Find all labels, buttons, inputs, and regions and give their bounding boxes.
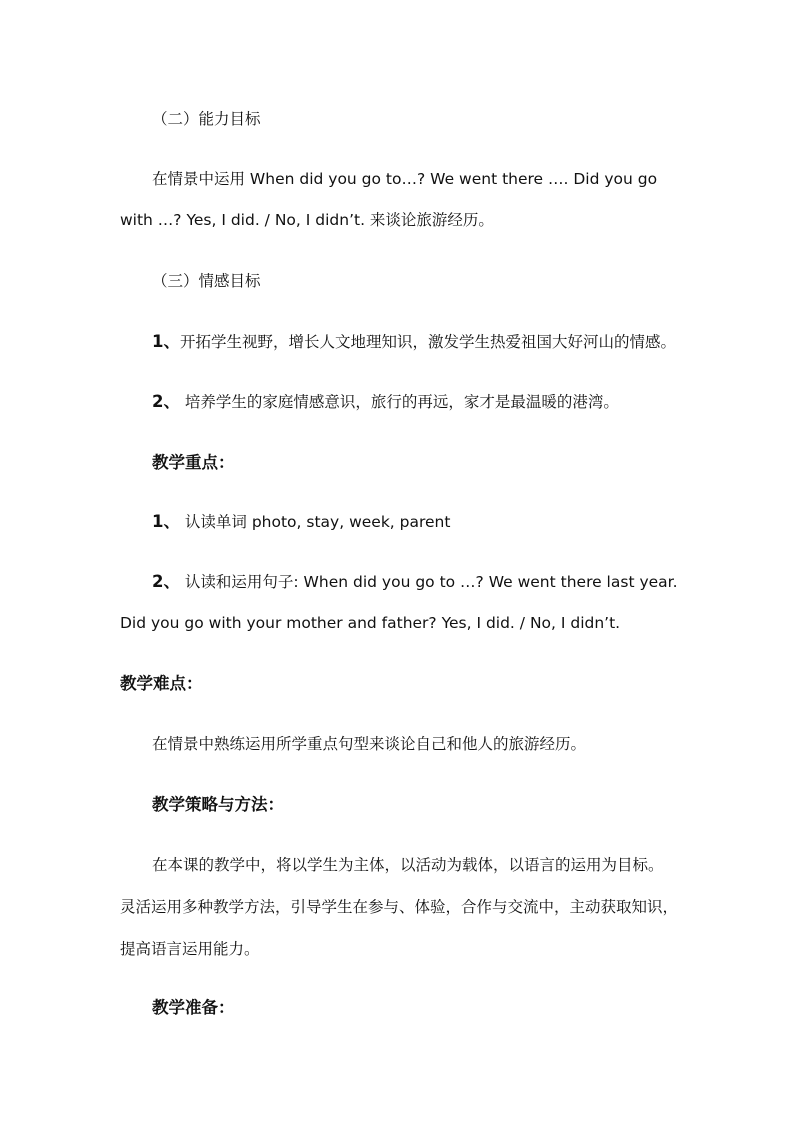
list-number: 2、 <box>152 572 180 591</box>
key-points-heading: 教学重点： <box>152 453 235 472</box>
emotion-goal-item-2 <box>152 392 619 412</box>
preparation-heading: 教学准备： <box>152 998 235 1017</box>
list-item-text: 认读单词 photo, stay, week, parent <box>179 513 451 531</box>
strategy-text-line-1: 在本课的教学中，将以学生为主体，以活动为载体，以语言的运用为目标。 <box>152 856 664 874</box>
strategy-heading: 教学策略与方法： <box>152 795 284 814</box>
key-points-item-2-line-2: Did you go with your mother and father? Yes, I did. / No, I didn’t. <box>120 614 621 632</box>
ability-goal-text-line-2: with …? Yes, I did. / No, I didn’t. 来谈论旅游经历。 <box>120 211 494 229</box>
strategy-text-line-2: 灵活运用多种教学方法，引导学生在参与、体验，合作与交流中，主动获取知识， <box>120 898 679 916</box>
ability-goal-text-line-1: 在情景中运用 When did you go to…? We went there …. Did you go <box>152 170 658 188</box>
list-item-text: 认读和运用句子: When did you go to …? We went there last year. <box>179 573 678 591</box>
difficulties-heading: 教学难点： <box>120 674 203 693</box>
list-number: 1、 <box>152 512 180 531</box>
difficulties-text: 在情景中熟练运用所学重点句型来谈论自己和他人的旅游经历。 <box>152 735 587 753</box>
emotion-goal-heading: （三）情感目标 <box>152 272 261 290</box>
strategy-text-line-3: 提高语言运用能力。 <box>120 940 260 958</box>
list-item-text: 培养学生的家庭情感意识，旅行的再远，家才是最温暖的港湾。 <box>179 393 619 411</box>
list-number: 2、 <box>152 392 180 411</box>
list-item-text: 开拓学生视野，增长人文地理知识，激发学生热爱祖国大好河山的情感。 <box>179 333 676 351</box>
key-points-item-2 <box>152 572 678 592</box>
emotion-goal-item-1 <box>152 332 676 352</box>
list-number: 1、 <box>152 332 180 351</box>
key-points-item-1 <box>152 512 450 532</box>
ability-goal-heading: （二）能力目标 <box>152 110 261 128</box>
